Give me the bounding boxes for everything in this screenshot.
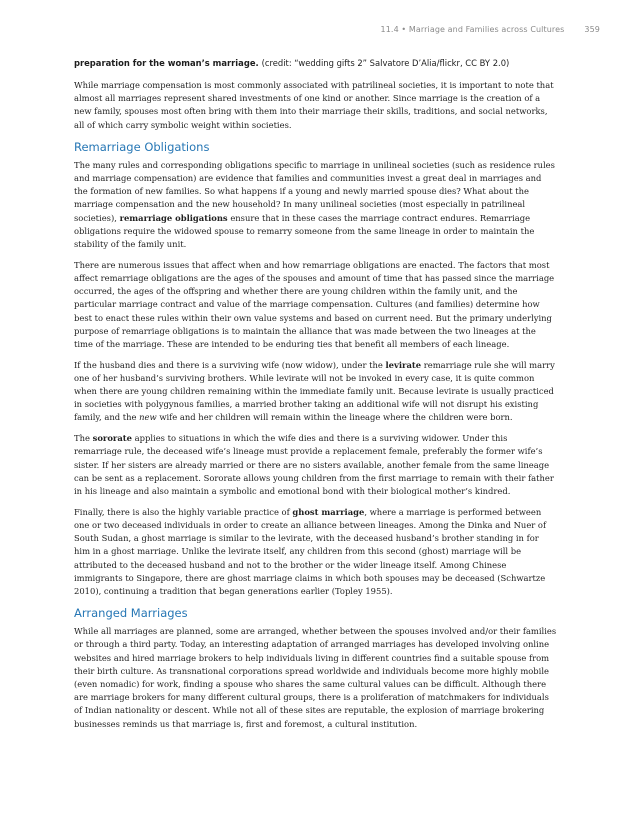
text-span: ensure that in these cases the marriage contract endures. Remarriage obligations require the widowed spouse to remarry someone from the same lineage in order to maintain the stability of the family unit. <box>74 212 535 250</box>
page-number: 359 <box>584 25 600 34</box>
page-content <box>74 57 557 738</box>
remarriage-paragraph-1 <box>74 159 557 251</box>
levirate-paragraph <box>74 359 557 425</box>
key-term-ghost-marriage: ghost marriage <box>292 506 365 517</box>
text-span: , where a marriage is performed between one or two deceased individuals in order to create an alliance between lineages. Among the Dinka and Nuer of South Sudan, a ghost marriage is similar to the levirate, with the deceased husband’s brother standing in for him in a ghost marriage. Unlike the levirate itself, any children from this second (ghost) marriage will be attributed to the deceased husband and not to the brother or the wider lineage itself. Among Chinese immigrants to Singapore, there are ghost marriage claims in which both spouses may be deceased (Schwartze 2010), continuing a tradition that began generations earlier (Topley 1955). <box>74 506 547 596</box>
figure-caption <box>74 57 557 70</box>
sororate-paragraph <box>74 432 557 498</box>
heading-remarriage-obligations: Remarriage Obligations <box>74 139 210 154</box>
text-span: remarriage rule she will marry one of her husband’s surviving brothers. While levirate will not be invoked in every case, it is quite common when there are young children remaining within the immediate family unit. Because levirate is usually practiced in societies with polygynous families, a married brother taking an additional wife will not disrupt his existing family, and the <box>74 359 555 423</box>
caption-credit: (credit: “wedding gifts 2” Salvatore D’Alia/flickr, CC BY 2.0) <box>261 58 510 68</box>
heading-arranged-marriages: Arranged Marriages <box>74 606 188 621</box>
key-term-sororate: sororate <box>92 433 132 444</box>
remarriage-paragraph-2: There are numerous issues that affect when and how remarriage obligations are enacted. The factors that most affect remarriage obligations are the ages of the spouses and amount of time that has passed since the marriage occurred, the ages of the offspring and whether there are young children within the family unit, and the particular marriage contract and value of the marriage compensation. Cultures (and families) determine how best to enact these rules within their own value systems and based on current need. But the primary underlying purpose of remarriage obligations is to maintain the alliance that was made between the two lineages at the time of the marriage. These are intended to be enduring ties that benefit all members of each lineage. <box>74 259 555 349</box>
key-term-levirate: levirate <box>385 359 422 370</box>
text-span: The <box>74 433 93 444</box>
text-span: Finally, there is also the highly variable practice of <box>74 506 293 517</box>
running-header-section: 11.4 • Marriage and Families across Cultures <box>380 25 565 34</box>
emphasis-new: new <box>139 412 157 423</box>
text-span: applies to situations in which the wife dies and there is a surviving widower. Under this remarriage rule, the deceased wife’s lineage must provide a replacement female, preferably the former wife’s sister. If her sisters are already married or there are no sisters available, another female from the same lineage can be sent as a replacement. Sororate allows young children from the first marriage to remain with their father in his lineage and also maintain a symbolic and emotional bond with their biological mother’s kindred. <box>74 433 554 496</box>
ghost-marriage-paragraph <box>74 506 557 598</box>
key-term-remarriage-obligations: remarriage obligations <box>119 212 228 223</box>
running-header <box>381 25 600 34</box>
arranged-paragraph: While all marriages are planned, some are arranged, whether between the spouses involved and/or their families or through a third party. Today, an interesting adaptation of arranged marriages has developed involving online websites and hired marriage brokers to help individuals living in different countries find a suitable spouse from their birth culture. As transnational corporations spread worldwide and individuals become more highly mobile (even nomadic) for work, finding a spouse who shares the same cultural values can be difficult. Although there are marriage brokers for many different cultural groups, there is a proliferation of matchmakers for individuals of Indian nationality or descent. While not all of these sites are reputable, the explosion of marriage brokering businesses reminds us that marriage is, first and foremost, a cultural institution. <box>74 626 557 729</box>
text-span: The many rules and corresponding obligations specific to marriage in unilineal societies (such as residence rules and marriage compensation) are evidence that families and communities invest a great deal in marriages and the formation of new families. So what happens if a young and newly married spouse dies? What about the marriage compensation and the new household? In many unilineal societies (most especially in patrilineal societies), <box>74 159 555 223</box>
intro-paragraph: While marriage compensation is most commonly associated with patrilineal societies, it is important to note that almost all marriages represent shared investments of one kind or another. Since marriage is the creation of a new family, spouses most often bring with them into their marriage their skills, traditions, and social networks, all of which carry symbolic weight within societies. <box>74 80 554 130</box>
text-span: wife and her children will remain within the lineage where the children were born. <box>156 412 513 423</box>
caption-text: preparation for the woman’s marriage. <box>74 58 259 68</box>
text-span: If the husband dies and there is a surviving wife (now widow), under the <box>74 359 386 370</box>
